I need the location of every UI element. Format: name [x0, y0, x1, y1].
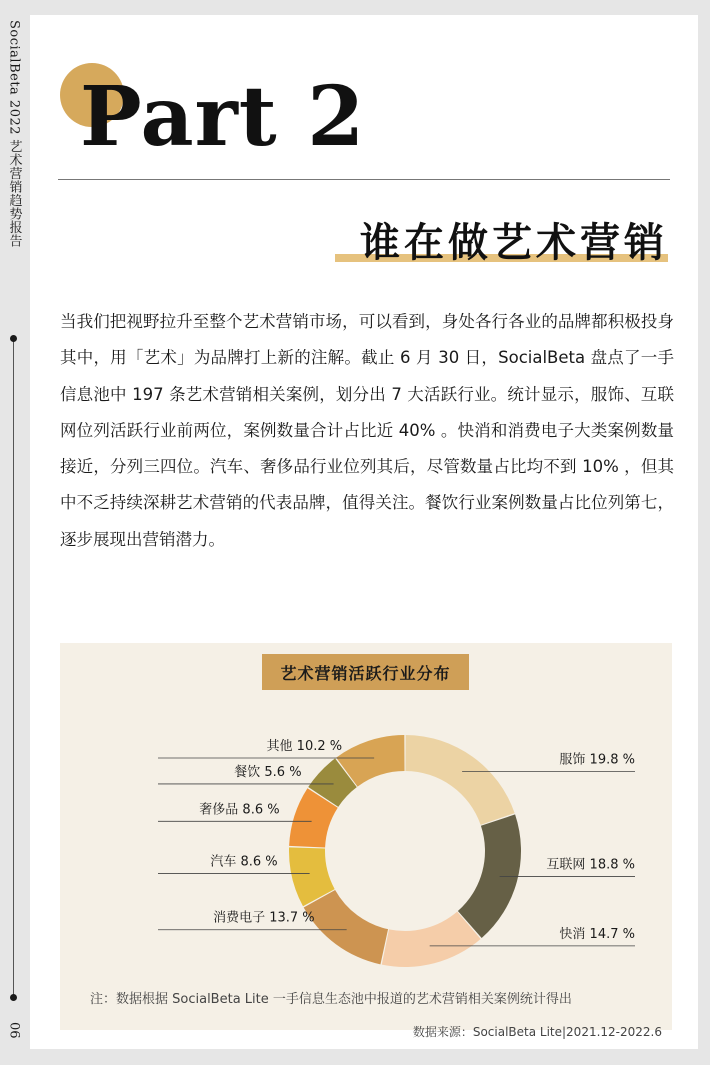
body-paragraph: 当我们把视野拉升至整个艺术营销市场，可以看到，身处各行各业的品牌都积极投身其中，用「艺术」为品牌打上新的注解。截止 6 月 30 日，SocialBeta 盘点了一手信息池中 197 条艺术营销相关案例，划分出 7 大活跃行业。统计显示，服饰、互联网位列活跃行业前两位，案例数量合计占比近 40% 。快消和消费电子大类案例数量接近，分列三四位。汽车、奢侈品行业位列其后，尽管数量占比均不到 10% ，但其中不乏持续深耕艺术营销的代表品牌，值得关注。餐饮行业案例数量占比位列第七，逐步展现出营销潜力。 — [60, 312, 674, 549]
section-title: 谁在做艺术营销 — [360, 220, 668, 266]
slice-label: 奢侈品 8.6 % — [199, 802, 280, 818]
slice-label: 汽车 8.6 % — [210, 854, 278, 870]
sidebar-dot-bottom — [10, 994, 17, 1001]
report-title-vertical: SocialBeta 2022 艺术营销趋势报告 — [6, 20, 22, 248]
slice-label: 互联网 18.8 % — [546, 857, 635, 873]
chart-source: 数据来源：SocialBeta Lite|2021.12-2022.6 — [412, 1025, 662, 1039]
slice-label: 消费电子 13.7 % — [213, 910, 315, 926]
sidebar — [0, 0, 28, 1065]
slice-label: 其他 10.2 % — [266, 738, 343, 754]
donut-slice — [304, 890, 388, 964]
chart-note: 注：数据根据 SocialBeta Lite 一手信息生态池中报道的艺术营销相关案例统计得出 — [90, 992, 572, 1007]
page-card — [30, 15, 698, 1049]
header-rule — [58, 179, 670, 180]
sidebar-divider — [13, 338, 14, 998]
slice-label: 服饰 19.8 % — [559, 752, 635, 768]
donut-chart — [60, 643, 672, 1030]
page-number: 06 — [6, 1022, 22, 1039]
slice-label: 餐饮 5.6 % — [234, 764, 302, 780]
sidebar-dot-top — [10, 335, 17, 342]
slice-label: 快消 14.7 % — [559, 926, 635, 942]
chart-panel — [60, 643, 672, 1039]
part-title: Part 2 — [80, 69, 366, 165]
chart-title: 艺术营销活跃行业分布 — [262, 654, 469, 690]
donut-slice — [405, 735, 514, 825]
